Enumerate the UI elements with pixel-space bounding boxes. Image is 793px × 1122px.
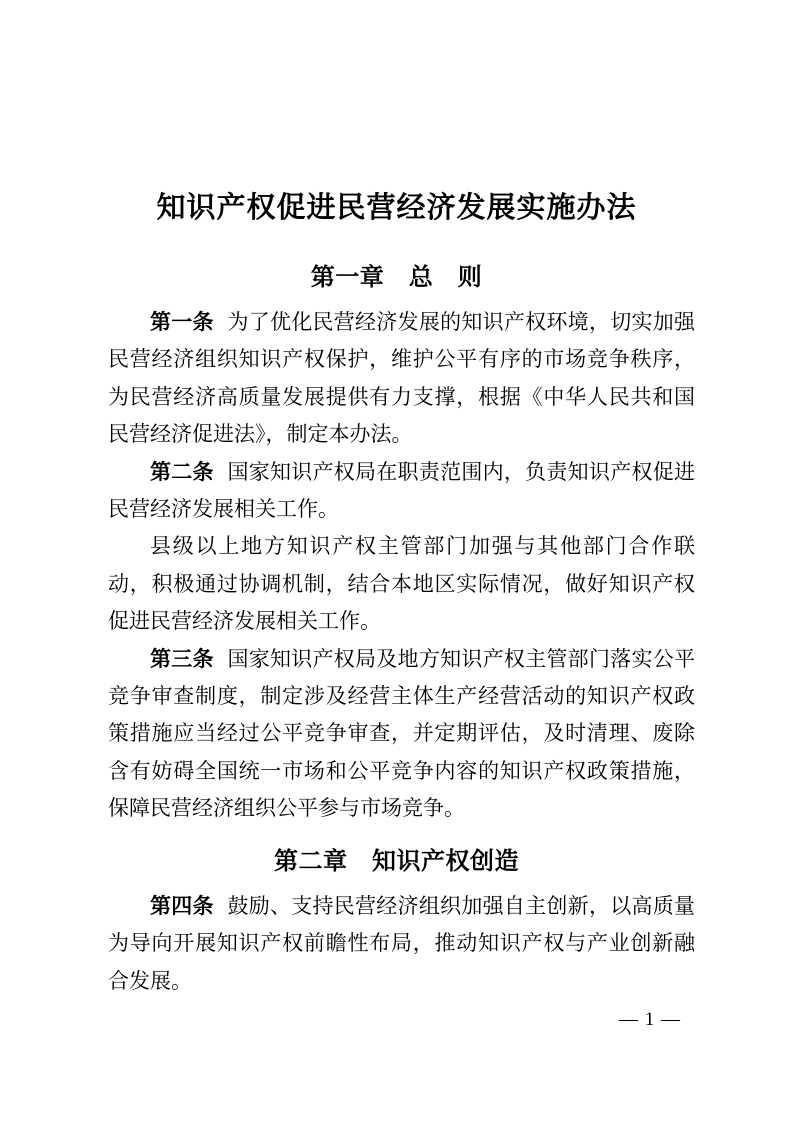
article-3-label: 第三条 bbox=[150, 646, 214, 671]
article-1-label: 第一条 bbox=[150, 310, 214, 334]
page-number: — 1 — bbox=[619, 1009, 681, 1030]
document-title: 知识产权促进民营经济发展实施办法 bbox=[156, 192, 637, 224]
chapter-2-content bbox=[0, 888, 793, 1000]
chapter-1-content bbox=[0, 304, 793, 828]
article-2-paragraph bbox=[108, 454, 695, 529]
article-4-label: 第四条 bbox=[150, 893, 214, 918]
chapter-1-heading: 第一章 总 则 bbox=[310, 265, 483, 291]
chapter-2-heading: 第二章 知识产权创造 bbox=[274, 848, 519, 875]
chapter-1 bbox=[0, 262, 793, 828]
article-3-text: 国家知识产权局及地方知识产权主管部门落实公平竞争审查制度，制定涉及经营主体生产经营活动的知识产权政策措施应当经过公平竞争审查，并定期评估，及时清理、废除含有妨碍全国统一市场和公平竞争内容的知识产权政策措施，保障民营经济组织公平参与市场竞争。 bbox=[108, 646, 695, 821]
article-4-paragraph bbox=[108, 888, 695, 1000]
article-2-continuation-text: 县级以上地方知识产权主管部门加强与其他部门合作联动，积极通过协调机制，结合本地区实际情况，做好知识产权促进民营经济发展相关工作。 bbox=[108, 534, 695, 634]
article-1-paragraph bbox=[108, 304, 695, 454]
article-4-text: 鼓励、支持民营经济组织加强自主创新，以高质量为导向开展知识产权前瞻性布局，推动知识产权与产业创新融合发展。 bbox=[108, 893, 695, 993]
article-2-label: 第二条 bbox=[150, 459, 214, 484]
article-2-continuation-paragraph bbox=[108, 528, 695, 640]
article-2-text: 国家知识产权局在职责范围内，负责知识产权促进民营经济发展相关工作。 bbox=[108, 459, 695, 522]
article-1-text: 为了优化民营经济发展的知识产权环境，切实加强民营经济组织知识产权保护，维护公平有序的市场竞争秩序，为民营经济高质量发展提供有力支撑，根据《中华人民共和国民营经济促进法》，制定本办法。 bbox=[108, 310, 695, 447]
chapter-2 bbox=[0, 846, 793, 1000]
article-3-paragraph bbox=[108, 641, 695, 828]
